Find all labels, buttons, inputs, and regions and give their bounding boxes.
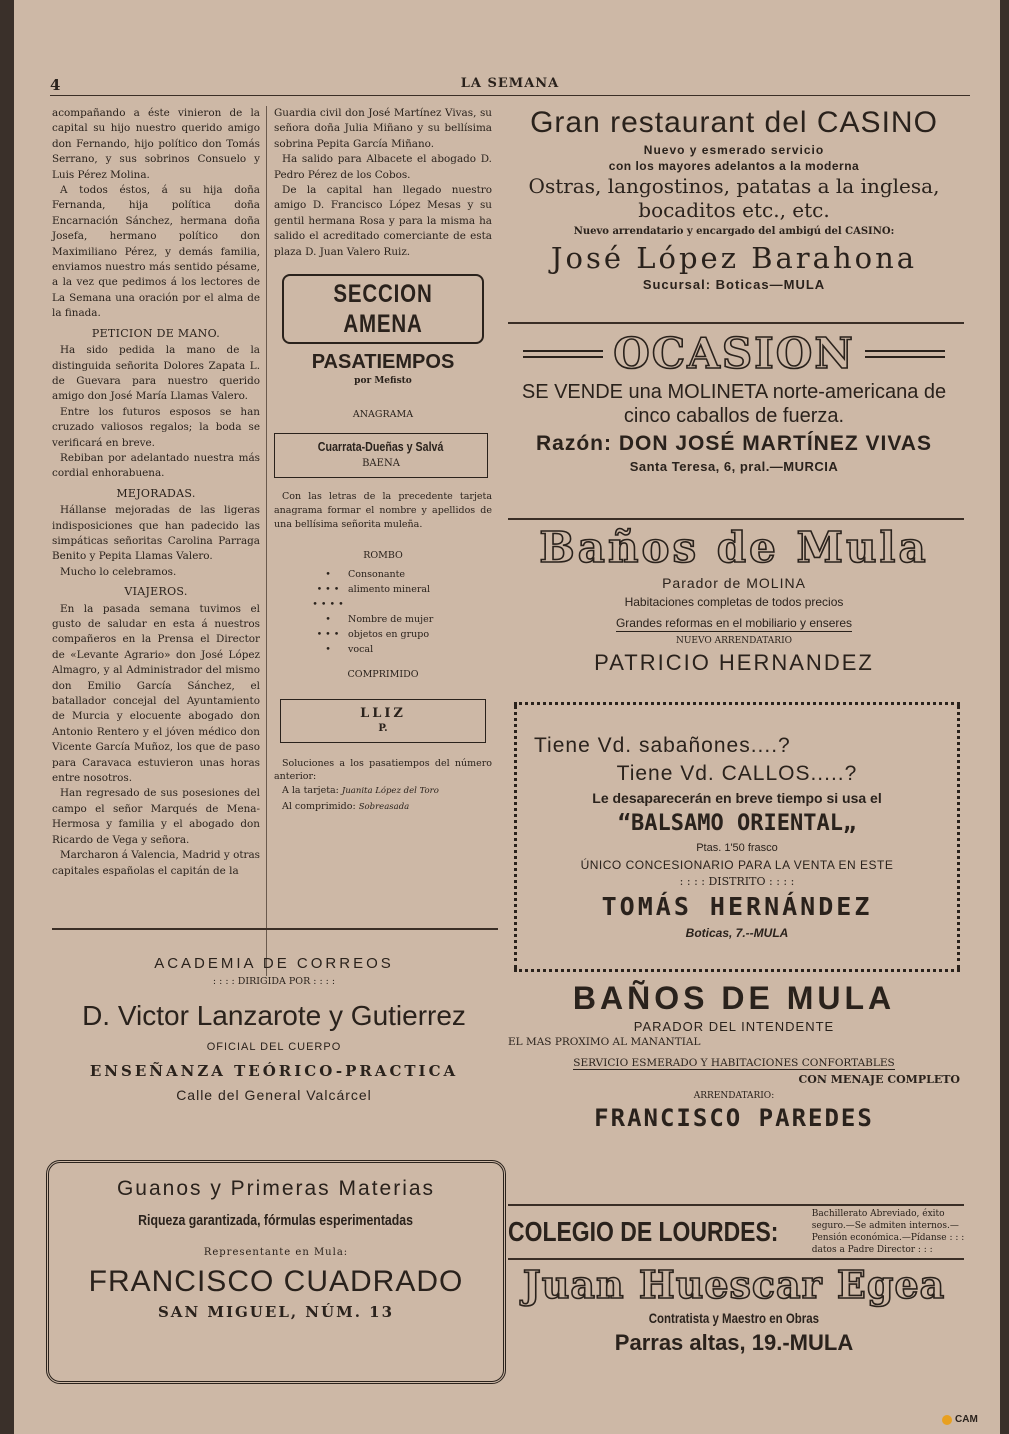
newspaper-page (30, 66, 978, 1425)
anagrama-heading: ANAGRAMA (352, 409, 414, 421)
banos-intendente-line: EL MAS PROXIMO AL MANANTIAL (508, 1036, 701, 1048)
column-divider (266, 106, 267, 976)
solution-label: A la tarjeta: (282, 785, 339, 797)
solution-value: Juanita López del Toro (341, 786, 439, 797)
section-heading: PETICION DE MANO. (91, 326, 221, 340)
section-amena-banner (282, 274, 484, 344)
banos-intendente-title: BAÑOS DE MULA (572, 980, 896, 1016)
balsamo-border-right (957, 705, 960, 969)
huescar-line: Contratista y Maestro en Obras (648, 1310, 820, 1326)
huescar-name: Juan Huescar Egea (522, 1262, 946, 1307)
ad-academia (46, 954, 502, 1106)
academia-line: ENSEÑANZA TEÓRICO-PRACTICA (89, 1062, 459, 1080)
paragraph: A todos éstos, á su hija doña Fernanda, hija política doña Encarnación Sánchez, hermana doña Josefa, hermano político don Maximiliano Pérez, y demás familia, enviamos nuestro más sentido pésame, a la vez que pedimos á los lectores de La Semana una oración por el alma de la finada. (52, 184, 260, 320)
casino-branch: Sucursal: Boticas—MULA (642, 277, 826, 292)
anagrama-card (274, 433, 488, 478)
ad-divider (508, 1258, 964, 1260)
ocasion-rule-right (865, 350, 945, 358)
page-header (50, 76, 970, 96)
academia-line: : : : : DIRIGIDA POR : : : : (212, 976, 336, 987)
banos-intendente-line: SERVICIO ESMERADO Y HABITACIONES CONFORTABLES (573, 1057, 895, 1069)
ocasion-contact: Razón: DON JOSÉ MARTÍNEZ VIVAS (536, 432, 932, 455)
academia-director: D. Victor Lanzarote y Gutierrez (82, 1000, 466, 1031)
paragraph: Ha salido para Albacete el abogado D. Pedro Pérez de los Cobos. (274, 153, 492, 181)
ad-divider (508, 322, 964, 324)
cam-logo-icon (942, 1415, 952, 1425)
paragraph: En la pasada semana tuvimos el gusto de saludar en esta á nuestros compañeros en la Prensa el Director de «Levante Agrario» don José López Almagro, y al Administrador del mismo don Emilio García Sánchez, el batallador concejal del Ayuntamiento de Murcia y elocuente abogado don Antonio Rentero y el jóven médico don Vicente García Muñoz, los que de paso para Caravaca estuvieron unas horas entre nosotros. (52, 602, 260, 785)
ad-ocasion (504, 328, 964, 476)
rombo-item: alimento mineral (348, 584, 431, 596)
guanos-line: Representante en Mula: (203, 1247, 349, 1258)
rombo-row: • • • objetos en grupo (316, 629, 430, 641)
rombo-puzzle (308, 567, 492, 657)
banos-molina-line: Habitaciones completas de todos precios (624, 595, 844, 609)
guanos-rep: FRANCISCO CUADRADO (88, 1265, 464, 1298)
guanos-address: SAN MIGUEL, NÚM. 13 (157, 1303, 395, 1321)
paragraph: Ha sido pedida la mano de la distinguida señorita Dolores Zapata L. de Guevara para nuestro querido amigo don José María Llamas Valero. (52, 344, 260, 403)
solution-line (274, 783, 492, 799)
ad-divider (52, 928, 498, 930)
huescar-address: Parras altas, 19.-MULA (614, 1330, 854, 1355)
ocasion-address: Santa Teresa, 6, pral.—MURCIA (629, 459, 839, 474)
balsamo-product: “BALSAMO ORIENTAL„ (617, 811, 857, 836)
section-heading: MEJORADAS. (116, 486, 196, 500)
section-heading: VIAJEROS. (124, 585, 188, 599)
rombo-heading: ROMBO (363, 549, 403, 561)
rombo-row: • vocal (325, 644, 374, 656)
comprimido-card (280, 699, 486, 744)
balsamo-line: : : : : DISTRITO : : : : (679, 875, 795, 888)
academia-line: OFICIAL DEL CUERPO (206, 1041, 342, 1053)
anagrama-card-name: Cuarrata-Dueñas y Salvá (318, 438, 444, 454)
cam-logo-text: CAM (955, 1414, 978, 1425)
paragraph: Entre los futuros esposos se han cruzado valiosos regalos; la boda se verificará en breve. (52, 405, 260, 449)
paragraph: Rebiban por adelantado nuestra más cordial enhorabuena. (52, 451, 260, 480)
ad-divider (508, 518, 964, 520)
rombo-row: • • • alimento mineral (316, 584, 431, 596)
banos-molina-line: Grandes reformas en el mobiliario y enseres (615, 616, 853, 630)
banos-intendente-owner: FRANCISCO PAREDES (594, 1104, 874, 1132)
page-edge-left (0, 0, 14, 1434)
colegio-details: Bachillerato Abreviado, éxito seguro.—Se admiten internos.— Pensión económica.—Pídanse : : : datos a Padre Director : : : (811, 1209, 965, 1255)
rombo-item: Nombre de mujer (348, 614, 434, 626)
casino-line: con los mayores adelantos a la moderna (608, 159, 860, 173)
balsamo-price: Ptas. 1'50 frasco (696, 842, 778, 854)
ad-banos-molina (504, 522, 964, 676)
pasatiempos-author: por Mefisto (354, 376, 412, 387)
paragraph: De la capital han llegado nuestro amigo D. Francisco López Mesas y su gentil hermana Rosa y para la misma ha salido el acreditado comerciante de esta plaza D. Juan Valero Ruiz. (274, 184, 492, 258)
balsamo-line: Tiene Vd. CALLOS.....? (616, 762, 858, 785)
ocasion-rule-left (523, 350, 603, 358)
banos-molina-title: Baños de Mula (539, 523, 929, 572)
masthead: LA SEMANA (460, 76, 560, 91)
rombo-row: • • • • • Nombre de mujer (312, 599, 434, 626)
ad-banos-intendente (504, 978, 964, 1133)
ad-casino (504, 104, 964, 294)
ocasion-banner (504, 328, 964, 380)
casino-line: Nuevo y esmerado servicio (643, 143, 825, 157)
banos-intendente-line: CON MENAJE COMPLETO (798, 1073, 960, 1086)
colegio-title: COLEGIO DE LOURDES: (508, 1216, 779, 1247)
solution-line (274, 799, 492, 815)
page-number: 4 (50, 76, 61, 94)
guanos-title: Guanos y Primeras Materias (116, 1177, 436, 1200)
rombo-item: Consonante (348, 569, 406, 581)
banos-intendente-line: PARADOR DEL INTENDENTE (633, 1019, 835, 1034)
rombo-row: • Consonante (325, 569, 406, 581)
column-news-2 (274, 106, 492, 815)
cam-logo (942, 1414, 978, 1425)
paragraph: Hállanse mejoradas de las ligeras indisposiciones que han padecido las simpáticas señoritas Carolina Parraga Benito y Pepita Llamas Valero. (52, 504, 260, 563)
banos-molina-line: NUEVO ARRENDATARIO (675, 636, 793, 646)
ad-huescar (504, 1262, 964, 1358)
ad-divider (508, 1204, 964, 1206)
ad-colegio (508, 1208, 968, 1256)
casino-menu: Ostras, langostinos, patatas a la inglesa, bocaditos etc., etc. (528, 174, 940, 222)
balsamo-line: Tiene Vd. sabañones....? (534, 734, 791, 757)
paragraph: Mucho lo celebramos. (60, 565, 177, 578)
ad-guanos (46, 1174, 506, 1322)
balsamo-line: Le desaparecerán en breve tiempo si usa el (592, 790, 882, 806)
balsamo-border-left (514, 705, 517, 969)
balsamo-seller: TOMÁS HERNÁNDEZ (601, 892, 873, 921)
paragraph: acompañando a éste vinieron de la capital su hijo nuestro querido amigo don Fernando, hijo político don Tomás Serrano, y sus sobrinos Consuelo y Luis Pérez Molina. (52, 107, 260, 181)
comprimido-letters: LLIZ (360, 705, 406, 721)
comprimido-heading: COMPRIMIDO (347, 669, 419, 681)
academia-title: ACADEMIA DE CORREOS (154, 955, 394, 972)
ocasion-text: SE VENDE una MOLINETA norte-americana de cinco caballos de fuerza. (521, 381, 947, 427)
casino-line: Nuevo arrendatario y encargado del ambigú del CASINO: (573, 226, 895, 237)
banos-intendente-line: ARRENDATARIO: (693, 1091, 775, 1101)
solution-label: Al comprimido: (282, 801, 356, 813)
casino-owner: José López Barahona (550, 241, 918, 275)
banos-molina-owner: PATRICIO HERNANDEZ (594, 650, 874, 675)
ad-balsamo (520, 732, 954, 942)
ocasion-title: OCASION (613, 329, 855, 378)
casino-title: Gran restaurant del CASINO (530, 106, 938, 139)
rombo-item: vocal (348, 644, 374, 656)
rombo-item: objetos en grupo (348, 629, 430, 641)
anagrama-instructions: Con las letras de la precedente tarjeta anagrama formar el nombre y apellidos de una bellísima señorita muleña. (274, 490, 492, 530)
anagrama-card-place: BAENA (362, 458, 400, 470)
solutions-intro: Soluciones a los pasatiempos del número anterior: (274, 758, 492, 783)
solution-value: Sobreasada (358, 802, 410, 813)
balsamo-address: Boticas, 7.--MULA (685, 926, 789, 940)
paragraph: Marcharon á Valencia, Madrid y otras capitales españolas el capitán de la (52, 849, 260, 877)
pasatiempos-title: PASATIEMPOS (311, 351, 455, 374)
page-edge-right (1000, 0, 1009, 1434)
comprimido-sub: P. (378, 722, 388, 734)
paragraph: Guardia civil don José Martínez Vivas, su señora doña Julia Miñano y su bellísima sobrina Pepita García Miñano. (274, 107, 492, 150)
balsamo-line: ÚNICO CONCESIONARIO PARA LA VENTA EN ESTE (580, 858, 894, 872)
academia-address: Calle del General Valcárcel (176, 1087, 372, 1103)
guanos-line: Riqueza garantizada, fórmulas esperimentadas (138, 1212, 414, 1229)
column-news-1 (52, 106, 260, 879)
section-amena-title: SECCION AMENA (333, 280, 433, 339)
banos-molina-subtitle: Parador de MOLINA (662, 575, 806, 591)
paragraph: Han regresado de sus posesiones del campo el señor Marqués de Mena-Hermosa y familia y el abogado don Ricardo de Vega y señora. (52, 787, 260, 846)
